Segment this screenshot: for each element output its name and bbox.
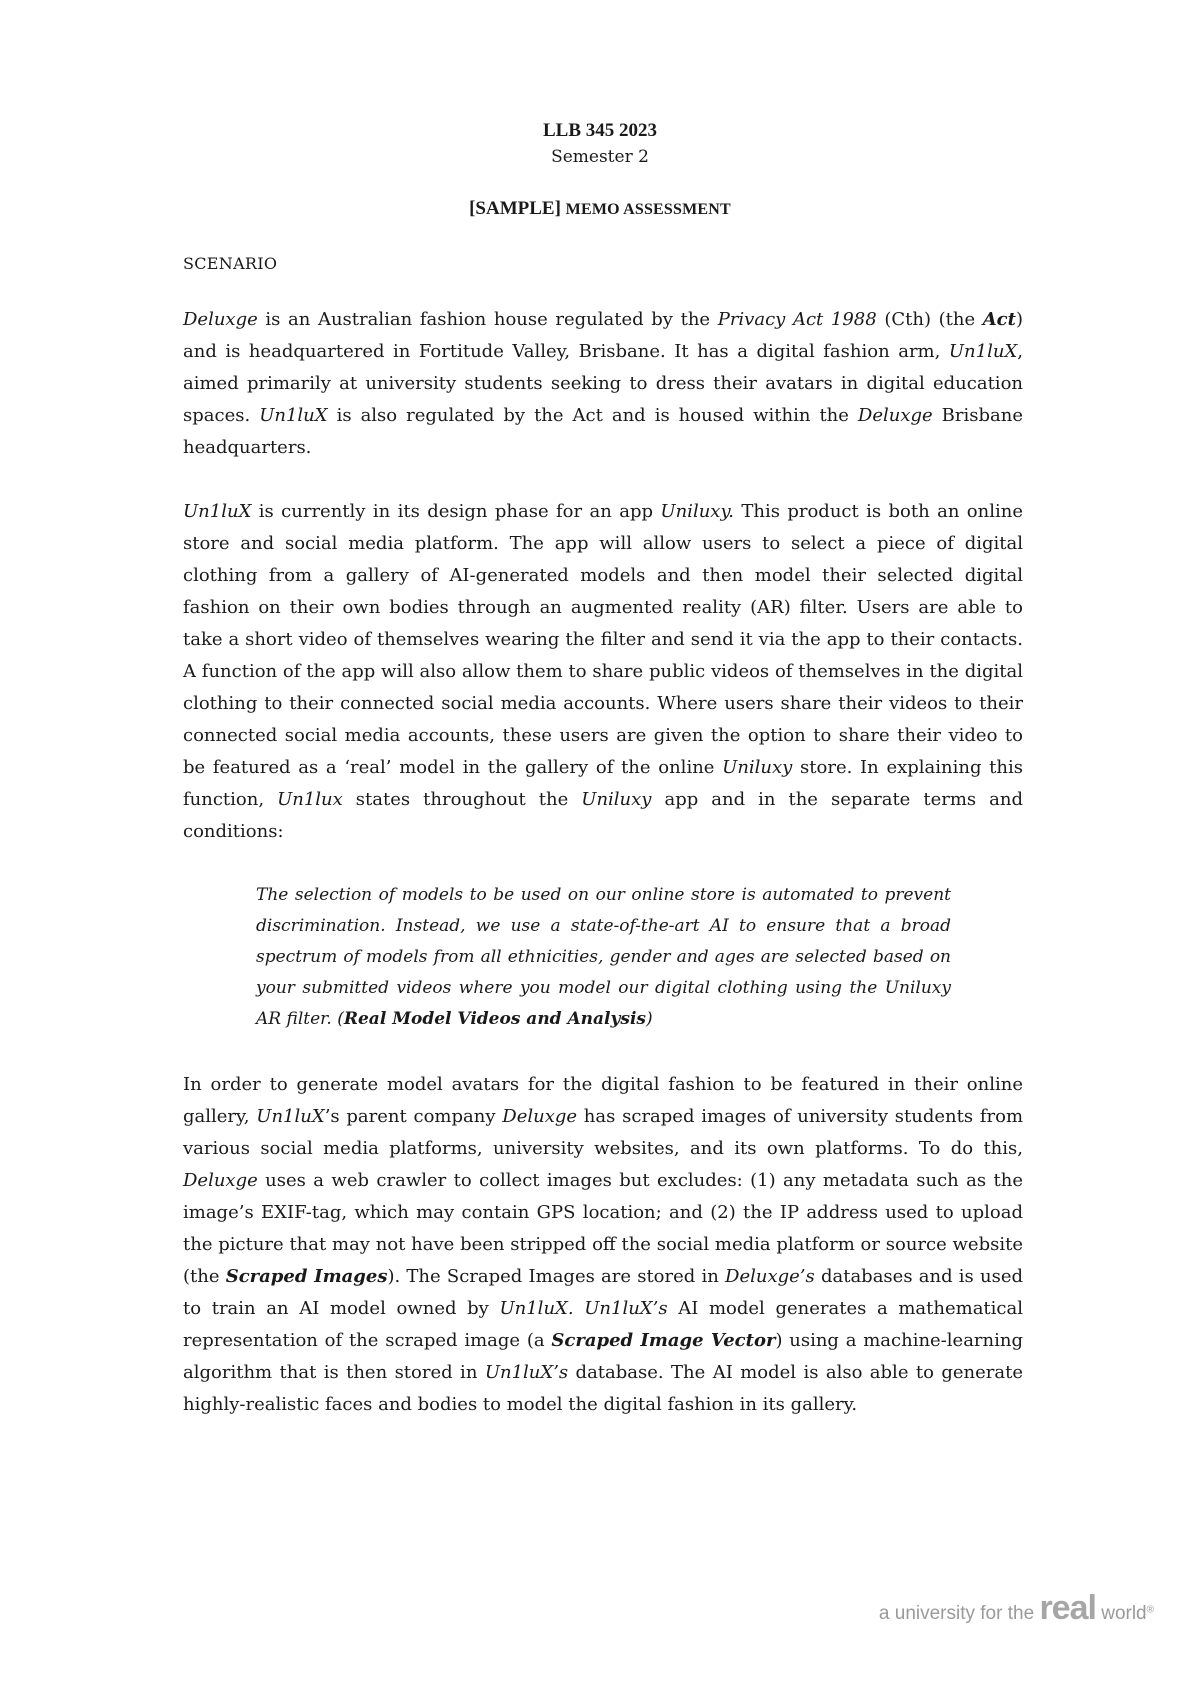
paragraph-app-description: Un1luX is currently in its design phase for an app Uniluxy. This product is both an online store and social media platform. The app will allow users to select a piece of digital clothing from a gallery of AI-generated models and then model their selected digital fashion on their own bodies through an augmented reality (AR) filter. Users are able to take a short video of themselves wearing the filter and send it via the app to their contacts. A function of the app will also allow them to share public videos of themselves in the digital clothing to their connected social media accounts. Where users share their videos to their connected social media accounts, these users are given the option to share their video to be featured as a ‘real’ model in the gallery of the online Uniluxy store. In explaining this function, Un1lux states throughout the Uniluxy app and in the separate terms and conditions: [183, 501, 1024, 842]
title-label: MEMO ASSESSMENT [565, 201, 731, 218]
course-code: LLB 345 2023 [542, 120, 658, 141]
scenario-heading: SCENARIO [183, 254, 278, 273]
paragraph-intro: Deluxge is an Australian fashion house regulated by the Privacy Act 1988 (Cth) (the Act) and is headquartered in Fortitude Valley, Brisbane. It has a digital fashion arm, Un1luX, aimed primarily at university students seeking to dress their avatars in digital education spaces. Un1luX is also regulated by the Act and is housed within the Deluxge Brisbane headquarters. [183, 309, 1024, 458]
block-quote-terms: The selection of models to be used on our online store is automated to prevent discrimination. Instead, we use a state-of-the-art AI to ensure that a broad spectrum of models from all ethnicities, gender and ages are selected based on your submitted videos where you model our digital clothing using the Uniluxy AR filter. (Real Model Videos and Analysis) [256, 885, 951, 1029]
semester-label: Semester 2 [551, 147, 649, 167]
document-header [0, 118, 1200, 170]
university-tagline-logo: a university for the real world® [878, 1589, 1154, 1627]
title-prefix: [SAMPLE] [469, 198, 566, 219]
paragraph-scraped-images: In order to generate model avatars for the digital fashion to be featured in their online gallery, Un1luX’s parent company Deluxge has scraped images of university students from various social media platforms, university websites, and its own platforms. To do this, Deluxge uses a web crawler to collect images but excludes: (1) any metadata such as the image’s EXIF-tag, which may contain GPS location; and (2) the IP address used to upload the picture that may not have been stripped off the social media platform or source website (the Scraped Images). The Scraped Images are stored in Deluxge’s databases and is used to train an AI model owned by Un1luX. Un1luX’s AI model generates a mathematical representation of the scraped image (a Scraped Image Vector) using a machine-learning algorithm that is then stored in Un1luX’s database. The AI model is also able to generate highly-realistic faces and bodies to model the digital fashion in its gallery. [183, 1074, 1024, 1415]
assessment-title [0, 198, 1200, 220]
